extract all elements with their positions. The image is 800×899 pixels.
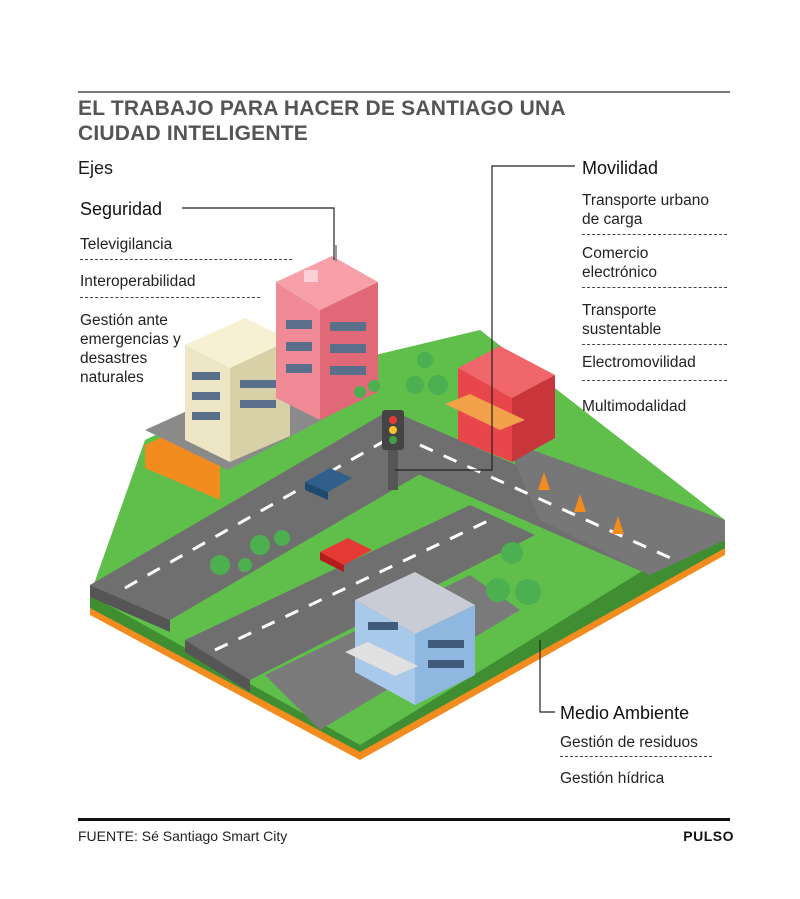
bottom-rule bbox=[78, 818, 730, 821]
divider bbox=[80, 297, 260, 298]
seguridad-heading: Seguridad bbox=[80, 199, 163, 219]
divider bbox=[582, 287, 727, 288]
section-subtitle: Ejes bbox=[78, 158, 114, 178]
publisher-logo: PULSO bbox=[683, 828, 734, 844]
movilidad-heading: Movilidad bbox=[582, 158, 659, 178]
seguridad-item-interoperabilidad: Interoperabilidad bbox=[80, 273, 196, 290]
movilidad-item-transporte-carga: Transporte urbano de carga bbox=[582, 192, 709, 228]
movilidad-item-transporte-sustentable: Transporte sustentable bbox=[582, 302, 662, 338]
page-title: EL TRABAJO PARA HACER DE SANTIAGO UNA CIUDAD INTELIGENTE bbox=[78, 97, 565, 145]
divider bbox=[582, 344, 727, 345]
divider bbox=[560, 756, 712, 757]
movilidad-item-electromovilidad: Electromovilidad bbox=[582, 354, 696, 371]
divider bbox=[80, 259, 292, 260]
divider bbox=[582, 234, 727, 235]
medio-ambiente-item-hidrica: Gestión hídrica bbox=[560, 770, 665, 787]
medio-ambiente-item-residuos: Gestión de residuos bbox=[560, 734, 698, 751]
building-beige bbox=[185, 318, 290, 462]
divider bbox=[582, 380, 727, 381]
seguridad-item-televigilancia: Televigilancia bbox=[80, 236, 173, 253]
medio-ambiente-heading: Medio Ambiente bbox=[560, 703, 690, 723]
movilidad-item-multimodalidad: Multimodalidad bbox=[582, 398, 687, 415]
source-credit: FUENTE: Sé Santiago Smart City bbox=[78, 828, 288, 844]
movilidad-item-comercio: Comercio electrónico bbox=[582, 245, 657, 281]
seguridad-item-gestion-emergencias: Gestión ante emergencias y desastres naturales bbox=[80, 312, 181, 386]
